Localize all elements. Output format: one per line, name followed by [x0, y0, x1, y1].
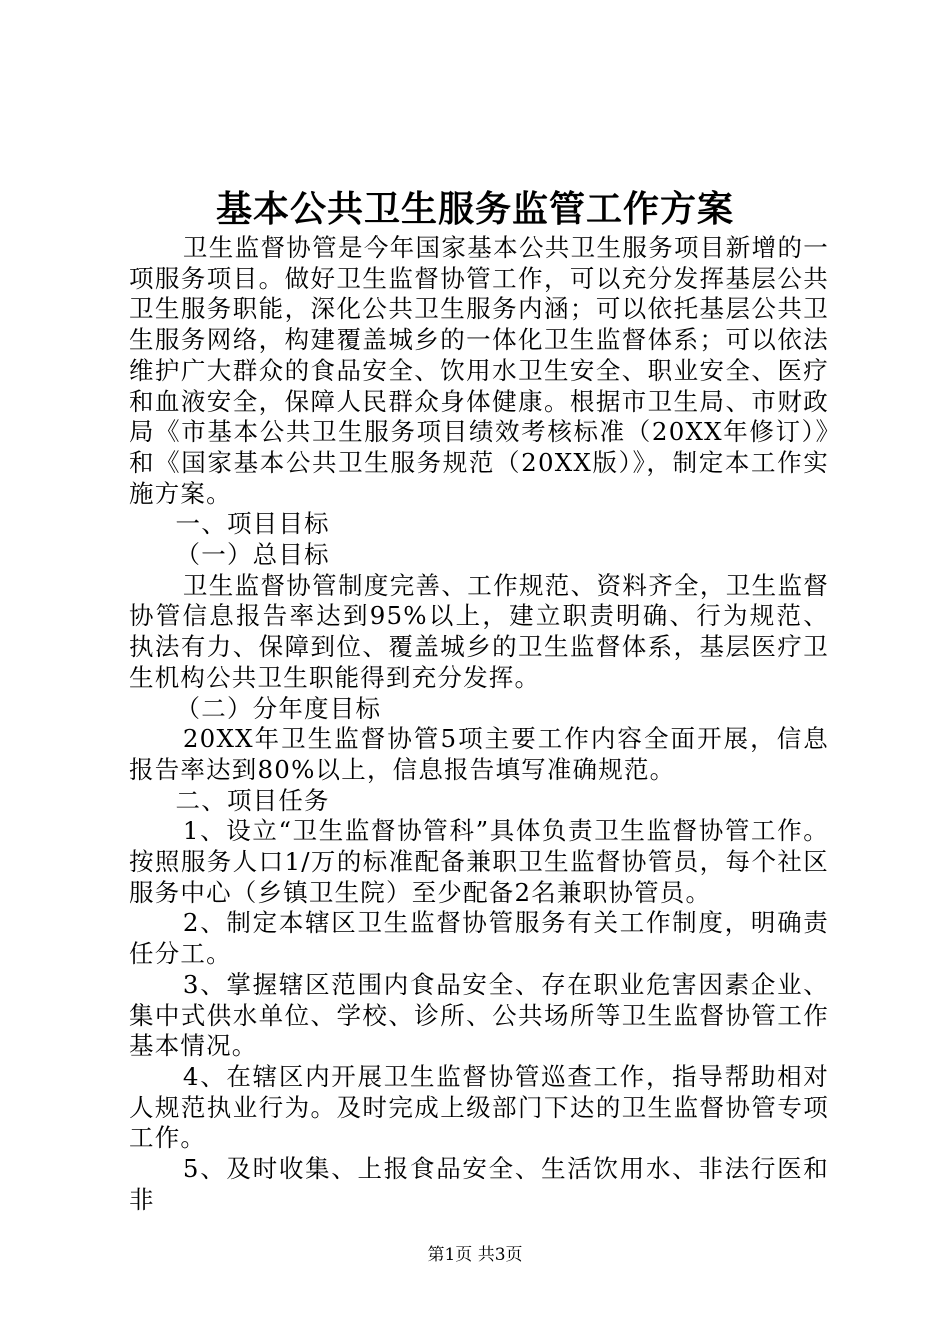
task-item: 5、及时收集、上报食品安全、生活饮用水、非法行医和非	[129, 1154, 829, 1214]
overall-goal-paragraph: 卫生监督协管制度完善、工作规范、资料齐全，卫生监督协管信息报告率达到95%以上，建立职责明确、行为规范、执法有力、保障到位、覆盖城乡的卫生监督体系，基层医疗卫生机构公共卫生职能得到充分发挥。	[129, 570, 829, 692]
intro-paragraph: 卫生监督协管是今年国家基本公共卫生服务项目新增的一项服务项目。做好卫生监督协管工作，可以充分发挥基层公共卫生服务职能，深化公共卫生服务内涵；可以依托基层公共卫生服务网络，构建覆盖城乡的一体化卫生监督体系；可以依法维护广大群众的食品安全、饮用水卫生安全、职业安全、医疗和血液安全，保障人民群众身体健康。根据市卫生局、市财政局《市基本公共卫生服务项目绩效考核标准（20XX年修订）》和《国家基本公共卫生服务规范（20XX版）》，制定本工作实施方案。	[129, 233, 829, 508]
document-body	[129, 233, 829, 1216]
task-item: 3、掌握辖区范围内食品安全、存在职业危害因素企业、集中式供水单位、学校、诊所、公共场所等卫生监督协管工作基本情况。	[129, 969, 829, 1061]
section-heading-goals: 一、项目目标	[175, 509, 330, 539]
subsection-heading-overall-goal: （一）总目标	[175, 540, 330, 570]
annual-goal-paragraph: 20XX年卫生监督协管5项主要工作内容全面开展，信息报告率达到80%以上，信息报告填写准确规范。	[129, 724, 829, 784]
task-item: 2、制定本辖区卫生监督协管服务有关工作制度，明确责任分工。	[129, 908, 829, 969]
page-footer: 第1页 共3页	[427, 1245, 523, 1265]
document-title: 基本公共卫生服务监管工作方案	[215, 188, 734, 230]
task-item: 4、在辖区内开展卫生监督协管巡查工作，指导帮助相对人规范执业行为。及时完成上级部门下达的卫生监督协管专项工作。	[129, 1061, 829, 1153]
section-heading-tasks: 二、项目任务	[175, 785, 330, 815]
task-item: 1、设立“卫生监督协管科”具体负责卫生监督协管工作。按照服务人口1/万的标准配备兼职卫生监督协管员，每个社区服务中心（乡镇卫生院）至少配备2名兼职协管员。	[129, 816, 829, 907]
subsection-heading-annual-goal: （二）分年度目标	[175, 693, 382, 723]
